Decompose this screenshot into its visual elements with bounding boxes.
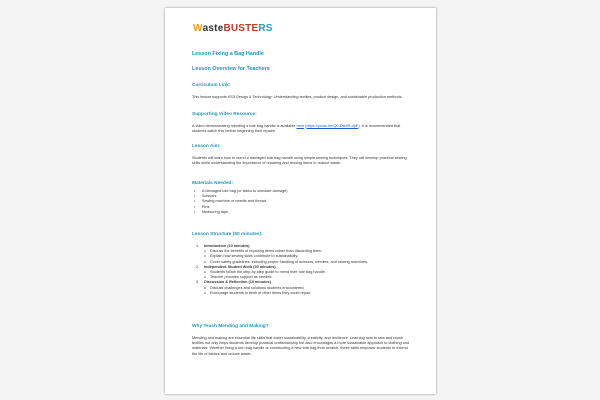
wastebusters-logo: W aste BUSTE RS bbox=[193, 22, 273, 34]
list-item: • A damaged tote bag (or fabric to simulate damage) bbox=[192, 189, 412, 194]
video-heading: Supporting Video Resource: bbox=[192, 112, 257, 117]
list-item: • Scissors bbox=[192, 194, 412, 199]
structure-item-independent-work: 2. Independent Student Work (30 minutes) o Students follow the step-by-step guide to mend their tote bag handle. o Teacher provides support as needed. bbox=[192, 265, 412, 281]
structure-list bbox=[192, 244, 412, 296]
document-page bbox=[165, 8, 436, 394]
lesson-subtitle: Lesson Overview for Teachers bbox=[192, 66, 270, 72]
video-body: A video demonstrating mending a tote bag handle is available here (https://youtu.be/Q0-DsMR-dpE). It is recommended that students watch this before beginning their repairs. bbox=[192, 124, 401, 134]
lesson-title: Lesson Fixing a Bag Handle bbox=[192, 51, 264, 57]
list-item: o Explain how sewing skills contribute to sustainability. bbox=[192, 254, 412, 259]
video-link-url[interactable]: https://youtu.be/Q0-DsMR-dpE bbox=[306, 124, 359, 128]
list-item: o Cover safety guidelines, including proper handling of scissors, needles, and sewing machines. bbox=[192, 260, 412, 265]
structure-item-discussion: 3. Discussion & Reflection (10 minutes) o Discuss challenges and solutions students encountered. o Encourage students to think of other items they could repair. bbox=[192, 280, 412, 296]
curriculum-heading: Curriculum Link: bbox=[192, 83, 231, 88]
list-item: • Pins bbox=[192, 205, 412, 210]
list-item: o Students follow the step-by-step guide to mend their tote bag handle. bbox=[192, 270, 412, 275]
structure-heading: Lesson Structure (50 minutes): bbox=[192, 232, 263, 237]
list-item: o Encourage students to think of other items they could repair. bbox=[192, 291, 412, 296]
video-link-here[interactable]: here bbox=[296, 124, 305, 128]
list-item: • Measuring tape bbox=[192, 210, 412, 215]
materials-heading: Materials Needed: bbox=[192, 181, 234, 186]
why-heading: Why Teach Mending and Making? bbox=[192, 324, 269, 329]
structure-item-introduction: 1. Introduction (10 minutes) o Discuss the benefits of repairing items rather than discarding them. o Explain how sewing skills contribute to sustainability. o Cover safety guidelines, including proper handling of scissors, needles, and sewing machines. bbox=[192, 244, 412, 265]
list-item: o Discuss challenges and solutions students encountered. bbox=[192, 286, 412, 291]
why-body: Mending and making are essential life skills that foster sustainability, creativity, and resilience. Learning how to sew and repair textiles not only helps students develop practical craftsmanship but also encourages a more sustainable approach to clothing and materials. Whether fixing a torn bag handle or constructing a new tote bag from scratch, these skills empower students to extend the life of fabrics and reduce waste. bbox=[192, 336, 409, 356]
materials-list bbox=[192, 189, 412, 215]
list-item: • Sewing machine or needle and thread bbox=[192, 199, 412, 204]
list-item: o Discuss the benefits of repairing items rather than discarding them. bbox=[192, 249, 412, 254]
curriculum-body: This lesson supports KS3 Design & Technology: Understanding textiles, product design, and sustainable production methods. bbox=[192, 95, 403, 99]
aim-heading: Lesson Aim: bbox=[192, 144, 221, 149]
aim-body: Students will learn how to mend a damaged tote bag handle using simple sewing techniques. They will develop practical sewing skills while understanding the importance of repairing and reusing items to reduce waste. bbox=[192, 156, 407, 166]
list-item: o Teacher provides support as needed. bbox=[192, 275, 412, 280]
